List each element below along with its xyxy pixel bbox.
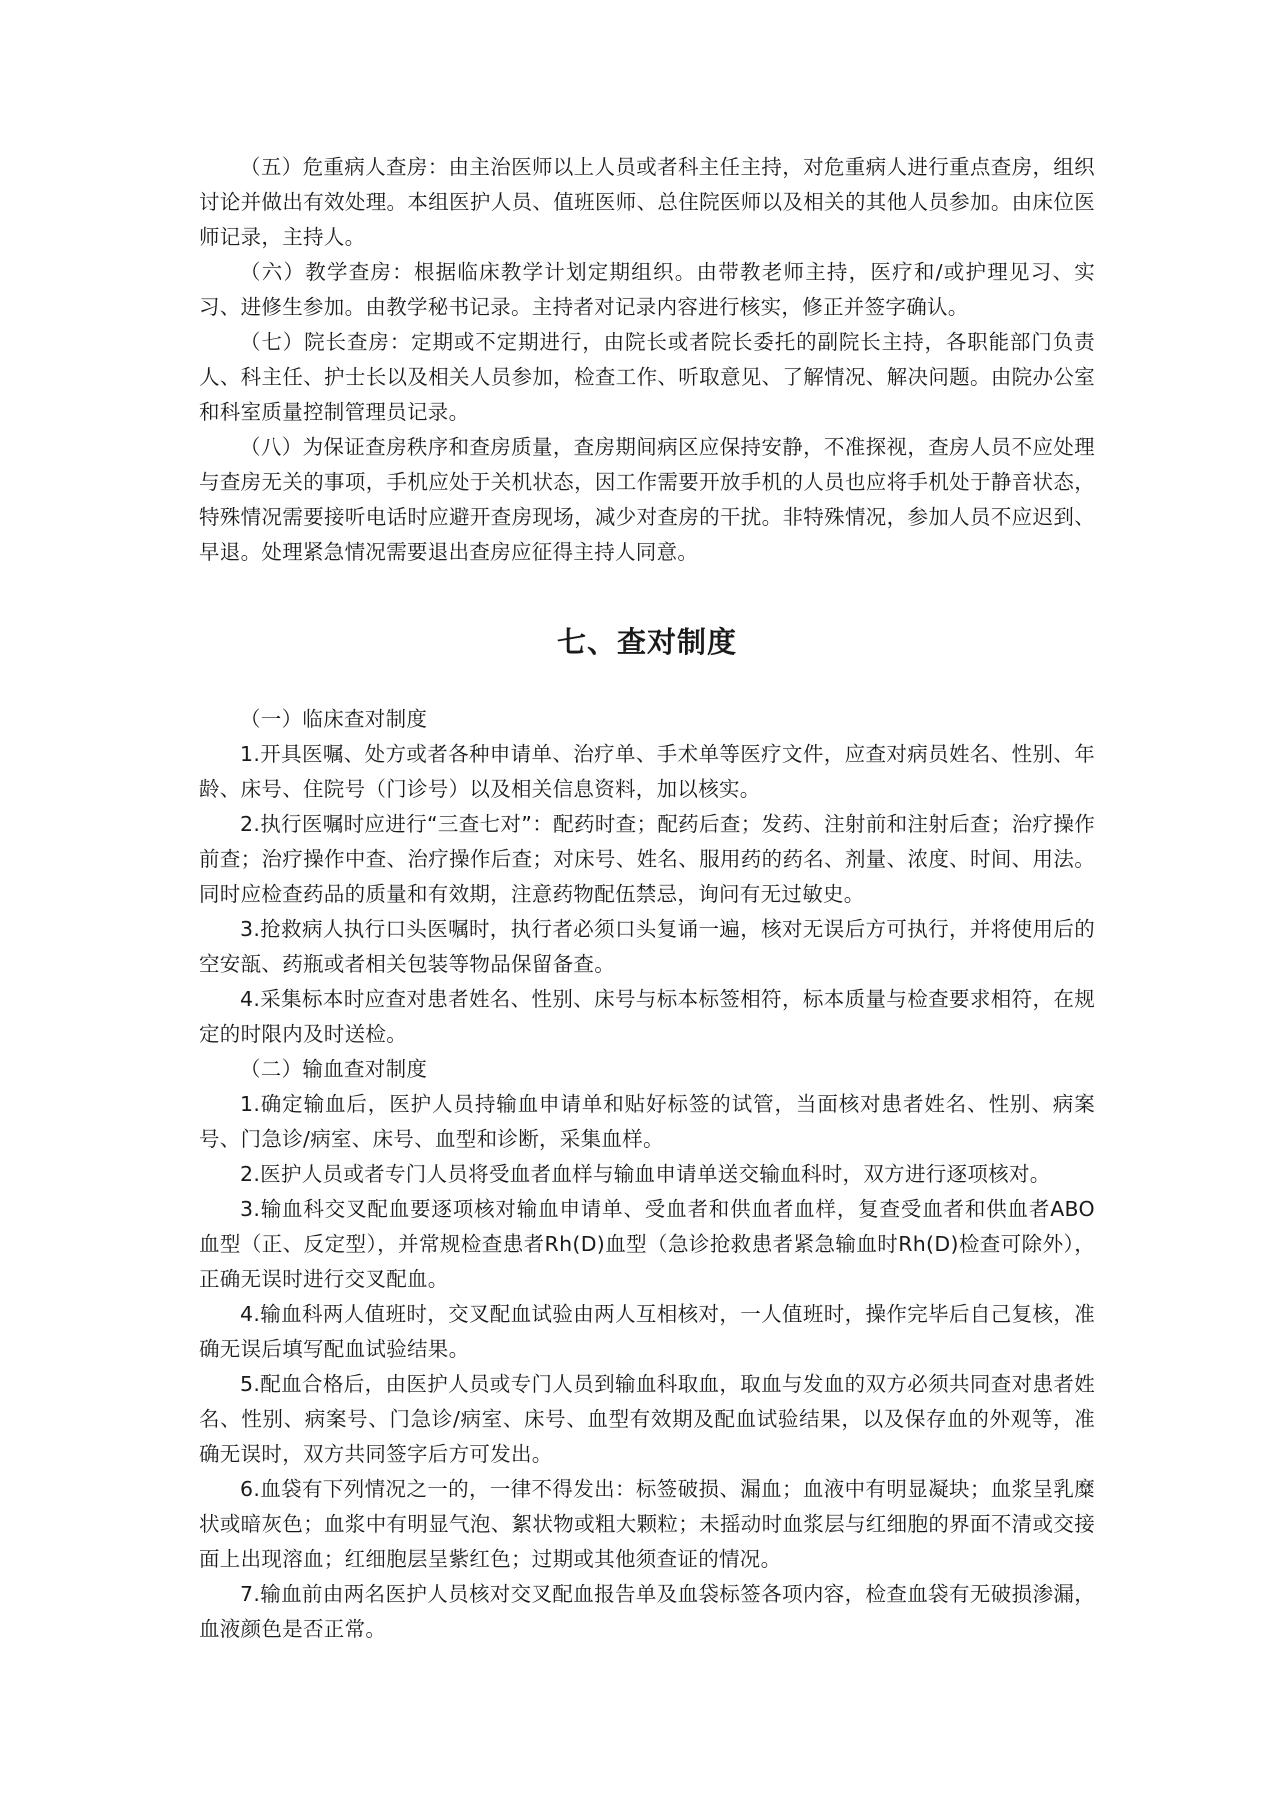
clinical-check-heading: （一）临床查对制度 (240, 707, 428, 731)
clinical-check-item-2: 2.执行医嘱时应进行“三查七对”：配药时查；配药后查；发药、注射前和注射后查；治疗操作前查；治疗操作中查、治疗操作后查；对床号、姓名、服用药的药名、剂量、浓度、时间、用法。同时应检查药品的质量和有效期，注意药物配伍禁忌，询问有无过敏史。 (199, 812, 1095, 906)
ward-round-paragraph-5: （五）危重病人查房：由主治医师以上人员或者科主任主持，对危重病人进行重点查房，组织讨论并做出有效处理。本组医护人员、值班医师、总住院医师以及相关的其他人员参加。由床位医师记录，主持人。 (199, 155, 1095, 249)
transfusion-check-heading: （二）输血查对制度 (240, 1057, 428, 1081)
transfusion-check-item-2: 2.医护人员或者专门人员将受血者血样与输血申请单送交输血科时，双方进行逐项核对。 (240, 1162, 1051, 1186)
clinical-check-item-4: 4.采集标本时应查对患者姓名、性别、床号与标本标签相符，标本质量与检查要求相符，在规定的时限内及时送检。 (199, 987, 1095, 1046)
ward-round-paragraph-6: （六）教学查房：根据临床教学计划定期组织。由带教老师主持，医疗和/或护理见习、实习、进修生参加。由教学秘书记录。主持者对记录内容进行核实，修正并签字确认。 (199, 260, 1095, 319)
ward-round-paragraph-8: （八）为保证查房秩序和查房质量，查房期间病区应保持安静，不准探视，查房人员不应处理与查房无关的事项，手机应处于关机状态，因工作需要开放手机的人员也应将手机处于静音状态，特殊情况需要接听电话时应避开查房现场，减少对查房的干扰。非特殊情况，参加人员不应迟到、早退。处理紧急情况需要退出查房应征得主持人同意。 (199, 435, 1095, 564)
clinical-check-item-1: 1.开具医嘱、处方或者各种申请单、治疗单、手术单等医疗文件，应查对病员姓名、性别、年龄、床号、住院号（门诊号）以及相关信息资料，加以核实。 (199, 742, 1095, 801)
transfusion-check-item-4: 4.输血科两人值班时，交叉配血试验由两人互相核对，一人值班时，操作完毕后自己复核，准确无误后填写配血试验结果。 (199, 1302, 1095, 1361)
transfusion-check-item-3: 3.输血科交叉配血要逐项核对输血申请单、受血者和供血者血样，复查受血者和供血者ABO血型（正、反定型），并常规检查患者Rh(D)血型（急诊抢救患者紧急输血时Rh(D)检查可除外），正确无误时进行交叉配血。 (199, 1197, 1095, 1291)
document-page (199, 150, 1095, 1647)
section-title: 七、查对制度 (556, 625, 737, 659)
spacer (199, 662, 1095, 702)
transfusion-check-item-5: 5.配血合格后，由医护人员或专门人员到输血科取血，取血与发血的双方必须共同查对患者姓名、性别、病案号、门急诊/病室、床号、血型有效期及配血试验结果，以及保存血的外观等，准确无误时，双方共同签字后方可发出。 (199, 1372, 1095, 1466)
transfusion-check-item-1: 1.确定输血后，医护人员持输血申请单和贴好标签的试管，当面核对患者姓名、性别、病案号、门急诊/病室、床号、血型和诊断，采集血样。 (199, 1092, 1095, 1151)
ward-round-paragraph-7: （七）院长查房：定期或不定期进行，由院长或者院长委托的副院长主持，各职能部门负责人、科主任、护士长以及相关人员参加，检查工作、听取意见、了解情况、解决问题。由院办公室和科室质量控制管理员记录。 (199, 330, 1095, 424)
spacer (199, 570, 1095, 622)
transfusion-check-item-6: 6.血袋有下列情况之一的，一律不得发出：标签破损、漏血；血液中有明显凝块；血浆呈乳糜状或暗灰色；血浆中有明显气泡、絮状物或粗大颗粒；未摇动时血浆层与红细胞的界面不清或交接面上出现溶血；红细胞层呈紫红色；过期或其他须查证的情况。 (199, 1477, 1095, 1571)
transfusion-check-item-7: 7.输血前由两名医护人员核对交叉配血报告单及血袋标签各项内容，检查血袋有无破损渗漏，血液颜色是否正常。 (199, 1582, 1095, 1641)
clinical-check-item-3: 3.抢救病人执行口头医嘱时，执行者必须口头复诵一遍，核对无误后方可执行，并将使用后的空安瓿、药瓶或者相关包装等物品保留备查。 (199, 917, 1095, 976)
